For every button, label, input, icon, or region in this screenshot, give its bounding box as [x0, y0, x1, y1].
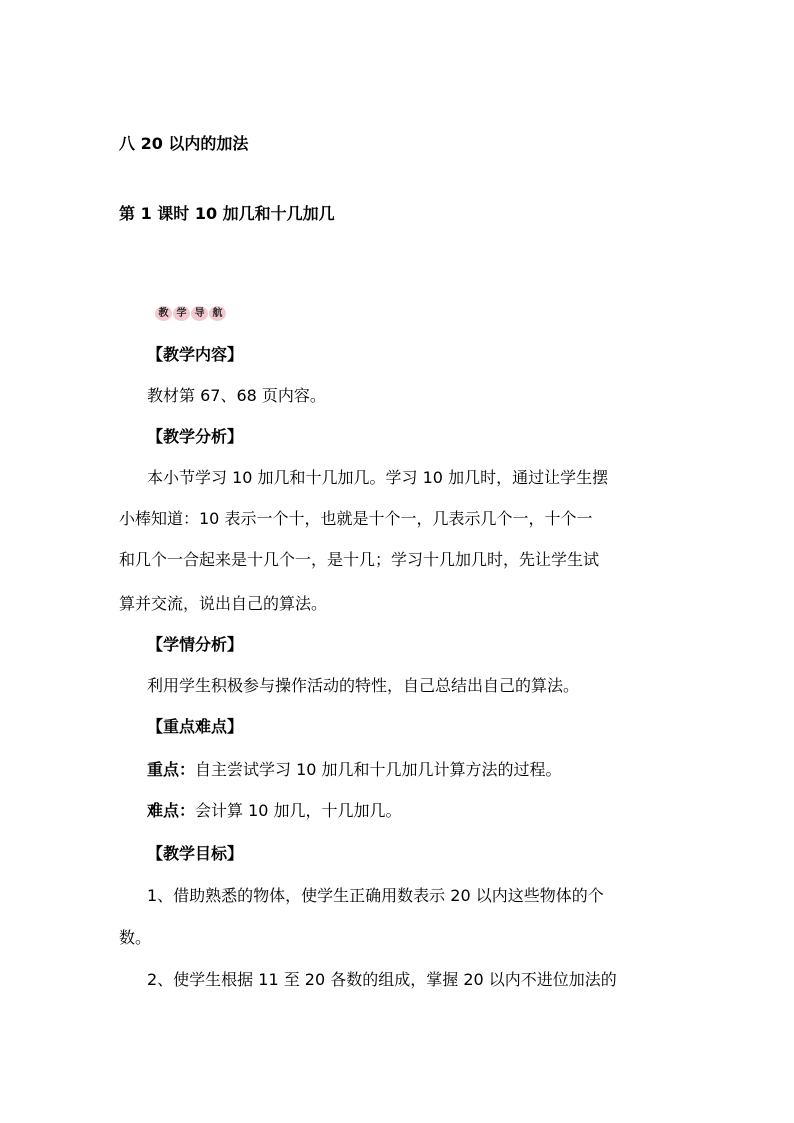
- chapter-title: 八 20 以内的加法: [119, 134, 249, 153]
- badge-char: 导: [191, 306, 208, 321]
- badge-char: 教: [155, 306, 172, 321]
- analysis-line: 小棒知道：10 表示一个十，也就是十个一，几表示几个一，十个一: [119, 509, 593, 528]
- difficult-text: 会计算 10 加几，十几加几。: [195, 801, 402, 820]
- goal-line: 数。: [119, 928, 152, 947]
- key-text: 自主尝试学习 10 加几和十几加几计算方法的过程。: [195, 760, 562, 779]
- content-text: 教材第 67、68 页内容。: [147, 386, 326, 405]
- analysis-line: 和几个一合起来是十几个一，是十几；学习十几加几时，先让学生试: [119, 550, 600, 569]
- key-label: 重点：: [147, 760, 196, 779]
- key-heading: 【重点难点】: [147, 717, 244, 736]
- goal-line: 2、使学生根据 11 至 20 各数的组成，掌握 20 以内不进位加法的: [147, 970, 617, 989]
- analysis-line: 本小节学习 10 加几和十几加几。学习 10 加几时，通过让学生摆: [147, 468, 609, 487]
- goal-line: 1、借助熟悉的物体，使学生正确用数表示 20 以内这些物体的个: [147, 886, 604, 905]
- badge-char: 学: [173, 306, 190, 321]
- badge-char: 航: [209, 306, 226, 321]
- goals-heading: 【教学目标】: [147, 844, 244, 863]
- student-heading: 【学情分析】: [147, 635, 244, 654]
- teaching-guide-badge: [155, 305, 226, 321]
- analysis-heading: 【教学分析】: [147, 427, 244, 446]
- difficult-point: [147, 801, 402, 821]
- student-text: 利用学生积极参与操作活动的特性，自己总结出自己的算法。: [147, 676, 580, 695]
- analysis-line: 算并交流，说出自己的算法。: [119, 594, 328, 613]
- content-heading: 【教学内容】: [147, 345, 244, 364]
- lesson-title: 第 1 课时 10 加几和十几加几: [119, 204, 335, 223]
- difficult-label: 难点：: [147, 801, 196, 820]
- key-point: [147, 760, 562, 780]
